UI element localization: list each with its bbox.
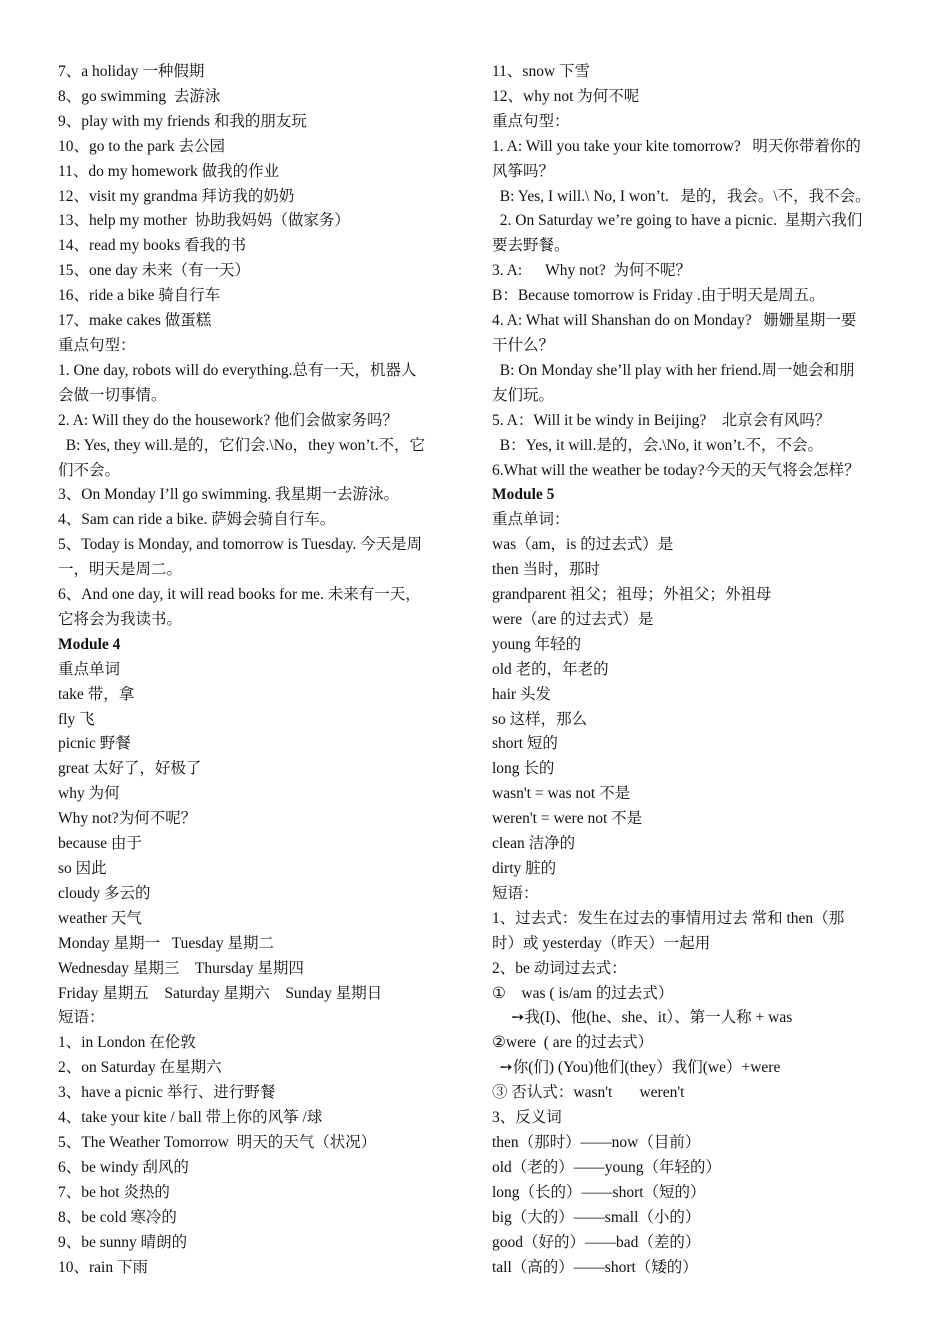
text-line: 时）或 yesterday（昨天）一起用 bbox=[492, 934, 711, 952]
text-line: 们不会。 bbox=[58, 461, 121, 479]
text-line: why 为何 bbox=[58, 785, 120, 803]
text-line: 重点句型： bbox=[492, 112, 570, 130]
text-line: then（那时）——now（目前） bbox=[492, 1133, 701, 1151]
text-line: 7、a holiday 一种假期 bbox=[58, 63, 205, 80]
text-line: ➙你(们) (You)他们(they）我们(we）+were bbox=[492, 1059, 781, 1077]
text-line: 5、Today is Monday, and tomorrow is Tuesday. 今天是周 bbox=[58, 536, 423, 554]
text-line: B: Yes, they will.是的，它们会.\No，they won’t.不，它 bbox=[58, 436, 425, 454]
text-line: 15、one day 未来（有一天） bbox=[58, 262, 251, 280]
text-line: dirty 脏的 bbox=[492, 860, 557, 877]
text-line: ②were ( are 的过去式） bbox=[492, 1034, 654, 1052]
text-line: 1. One day, robots will do everything.总有一天，机器人 bbox=[58, 361, 417, 379]
text-line: 2. A: Will they do the housework? 他们会做家务吗？ bbox=[58, 411, 399, 429]
text-line: so 因此 bbox=[58, 860, 107, 877]
text-line: cloudy 多云的 bbox=[58, 884, 151, 902]
text-line: 1、过去式：发生在过去的事情用过去 常和 then（那 bbox=[492, 909, 845, 927]
section-heading: Module 5 bbox=[492, 486, 555, 504]
text-line: 重点句型： bbox=[58, 336, 136, 354]
text-line: 它将会为我读书。 bbox=[58, 610, 183, 628]
text-line: grandparent 祖父；祖母；外祖父；外祖母 bbox=[492, 586, 772, 604]
text-line: great 太好了，好极了 bbox=[58, 760, 202, 778]
text-line: 短语： bbox=[492, 884, 539, 902]
text-line: old 老的，年老的 bbox=[492, 660, 609, 678]
text-line: 16、ride a bike 骑自行车 bbox=[58, 287, 221, 305]
text-line: 风筝吗？ bbox=[492, 162, 555, 180]
text-line: Friday 星期五 Saturday 星期六 Sunday 星期日 bbox=[58, 984, 383, 1002]
text-line: 1. A: Will you take your kite tomorrow? 明天你带着你的 bbox=[492, 137, 861, 155]
text-line: because 由于 bbox=[58, 835, 142, 853]
right-column bbox=[492, 60, 912, 1280]
text-line: Why not?为何不呢？ bbox=[58, 810, 197, 828]
text-line: 11、snow 下雪 bbox=[492, 63, 591, 80]
text-line: weather 天气 bbox=[58, 909, 142, 927]
text-line: 4. A: What will Shanshan do on Monday? 姗姗星期一要 bbox=[492, 312, 857, 330]
text-line: 3. A: Why not? 为何不呢？ bbox=[492, 262, 692, 280]
text-line: 2. On Saturday we’re going to have a picnic. 星期六我们 bbox=[492, 212, 863, 230]
text-line: 2、on Saturday 在星期六 bbox=[58, 1059, 222, 1077]
text-line: 2、be 动词过去式： bbox=[492, 959, 627, 977]
text-line: 9、be sunny 晴朗的 bbox=[58, 1233, 188, 1251]
section-heading: Module 4 bbox=[58, 635, 121, 653]
text-line: 要去野餐。 bbox=[492, 237, 570, 255]
text-line: long（长的）——short（短的） bbox=[492, 1183, 706, 1201]
text-line: Wednesday 星期三 Thursday 星期四 bbox=[58, 959, 304, 977]
text-line: 9、play with my friends 和我的朋友玩 bbox=[58, 112, 307, 130]
text-line: ③ 否认式：wasn't weren't bbox=[492, 1084, 685, 1102]
text-line: then 当时，那时 bbox=[492, 561, 601, 579]
text-line: 友们玩。 bbox=[492, 386, 555, 404]
text-line: 12、why not 为何不呢 bbox=[492, 87, 640, 105]
text-line: 一，明天是周二。 bbox=[58, 561, 183, 579]
text-line: 6、And one day, it will read books for me. 未来有一天， bbox=[58, 586, 421, 604]
text-line: 10、go to the park 去公园 bbox=[58, 137, 226, 155]
text-line: 重点单词 bbox=[58, 660, 121, 678]
text-line: 14、read my books 看我的书 bbox=[58, 237, 247, 255]
text-line: short 短的 bbox=[492, 735, 558, 753]
text-line: 5、The Weather Tomorrow 明天的天气（状况） bbox=[58, 1133, 377, 1151]
text-line: wasn't = was not 不是 bbox=[492, 785, 631, 803]
text-line: old（老的）——young（年轻的） bbox=[492, 1158, 722, 1176]
text-line: long 长的 bbox=[492, 760, 555, 778]
text-line: 3、On Monday I’ll go swimming. 我星期一去游泳。 bbox=[58, 486, 399, 504]
text-line: were（are 的过去式）是 bbox=[492, 610, 654, 628]
text-line: fly 飞 bbox=[58, 710, 95, 728]
text-line: young 年轻的 bbox=[492, 635, 582, 653]
text-line: 会做一切事情。 bbox=[58, 386, 167, 404]
text-line: 干什么？ bbox=[492, 336, 555, 354]
text-line: take 带，拿 bbox=[58, 685, 135, 703]
text-line: tall（高的）——short（矮的） bbox=[492, 1258, 698, 1276]
text-line: B：Yes, it will.是的，会.\No, it won’t.不，不会。 bbox=[492, 436, 823, 454]
text-line: clean 洁净的 bbox=[492, 835, 576, 853]
text-line: 8、go swimming 去游泳 bbox=[58, 87, 221, 105]
text-line: was（am，is 的过去式）是 bbox=[492, 536, 674, 554]
text-line: 13、help my mother 协助我妈妈（做家务） bbox=[58, 212, 350, 230]
text-line: 17、make cakes 做蛋糕 bbox=[58, 312, 212, 330]
text-line: B: Yes, I will.\ No, I won’t. 是的，我会。\不，我不会。 bbox=[492, 187, 871, 205]
text-line: 7、be hot 炎热的 bbox=[58, 1183, 170, 1201]
text-line: Monday 星期一 Tuesday 星期二 bbox=[58, 934, 275, 952]
text-line: 11、do my homework 做我的作业 bbox=[58, 162, 280, 180]
text-line: 3、have a picnic 举行、进行野餐 bbox=[58, 1084, 276, 1102]
text-line: weren't = were not 不是 bbox=[492, 810, 643, 828]
text-line: 4、take your kite / ball 带上你的风筝 /球 bbox=[58, 1109, 323, 1127]
text-line: 10、rain 下雨 bbox=[58, 1258, 148, 1276]
text-line: good（好的）——bad（差的） bbox=[492, 1233, 701, 1251]
text-line: ① was ( is/am 的过去式） bbox=[492, 984, 674, 1002]
text-line: ➙我(I)、他(he、she、it）、第一人称 + was bbox=[492, 1009, 793, 1027]
text-line: B：Because tomorrow is Friday .由于明天是周五。 bbox=[492, 287, 825, 305]
text-line: B: On Monday she’ll play with her friend.周一她会和朋 bbox=[492, 361, 855, 379]
text-line: 短语： bbox=[58, 1009, 105, 1027]
text-line: picnic 野餐 bbox=[58, 735, 131, 753]
text-line: 4、Sam can ride a bike. 萨姆会骑自行车。 bbox=[58, 511, 336, 529]
left-column bbox=[58, 60, 463, 1280]
text-line: 5. A：Will it be windy in Beijing? 北京会有风吗？ bbox=[492, 411, 831, 429]
text-line: 6.What will the weather be today?今天的天气将会怎样？ bbox=[492, 461, 860, 479]
text-line: big（大的）——small（小的） bbox=[492, 1208, 701, 1226]
text-line: 8、be cold 寒冷的 bbox=[58, 1208, 177, 1226]
text-line: hair 头发 bbox=[492, 685, 551, 703]
text-line: 3、反义词 bbox=[492, 1109, 562, 1127]
text-line: 12、visit my grandma 拜访我的奶奶 bbox=[58, 187, 295, 205]
text-line: 1、in London 在伦敦 bbox=[58, 1034, 196, 1052]
text-line: 6、be windy 刮风的 bbox=[58, 1158, 189, 1176]
text-line: so 这样，那么 bbox=[492, 710, 588, 728]
text-line: 重点单词： bbox=[492, 511, 570, 529]
